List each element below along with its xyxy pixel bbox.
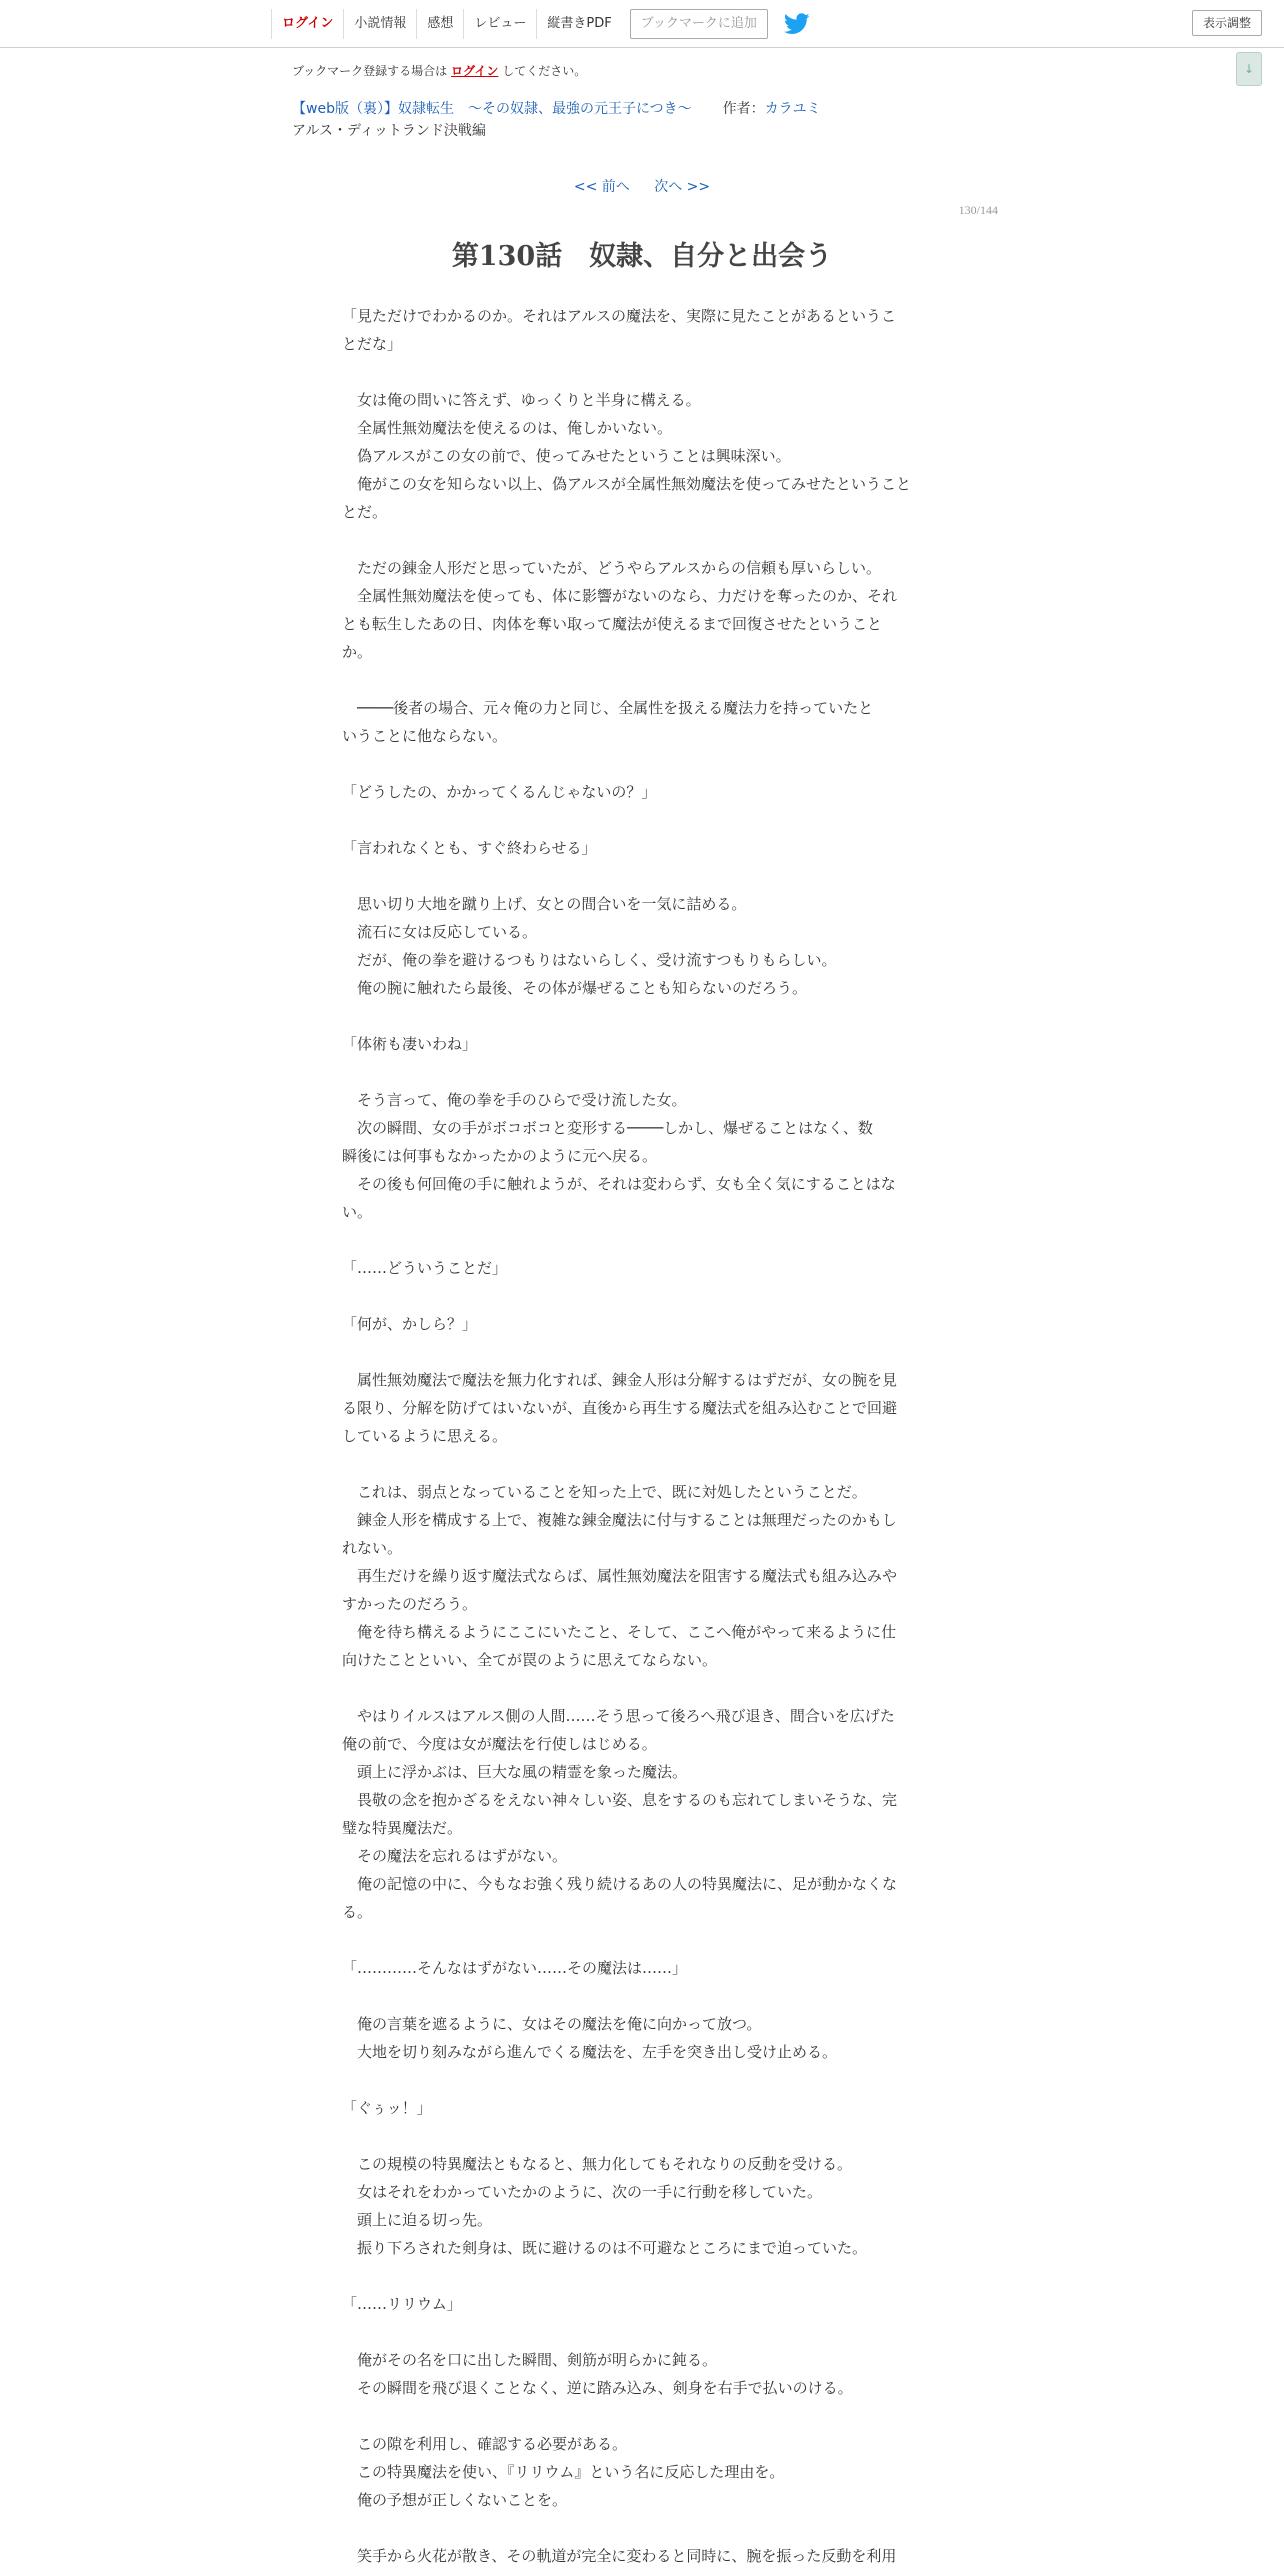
body-line: [342, 2066, 938, 2094]
body-line: 次の瞬間、女の手がボコボコと変形する────しかし、爆ぜることはなく、数: [342, 1119, 873, 1137]
body-line: [342, 2262, 938, 2290]
body-line: れない。: [342, 1539, 403, 1557]
body-line: その後も何回俺の手に触れようが、それは変わらず、女も全く気にすることはな: [342, 1175, 896, 1193]
body-line: か。: [342, 643, 373, 661]
body-line: 流石に女は反応している。: [342, 923, 538, 941]
body-line: [342, 1226, 938, 1254]
body-line: 頭上に浮かぶは、巨大な風の精霊を象った魔法。: [342, 1763, 688, 1781]
body-line: とだ。: [342, 503, 388, 521]
body-line: 俺の言葉を遮るように、女はその魔法を俺に向かって放つ。: [342, 2015, 762, 2033]
body-line: そう言って、俺の拳を手のひらで受け流した女。: [342, 1091, 687, 1109]
body-line: [342, 2514, 938, 2542]
body-line: [342, 358, 938, 386]
body-line: 女は俺の問いに答えず、ゆっくりと半身に構える。: [342, 391, 701, 409]
series-info: [292, 98, 821, 118]
body-line: ────後者の場合、元々俺の力と同じ、全属性を扱える魔法力を持っていたと: [342, 699, 874, 717]
body-line: 「ぐぅッ！」: [342, 2099, 432, 2117]
body-line: 頭上に迫る切っ先。: [342, 2211, 493, 2229]
body-line: 俺を待ち構えるようにここにいたこと、そして、ここへ俺がやって来るように仕: [342, 1623, 897, 1641]
nav-review[interactable]: レビュー: [463, 9, 536, 39]
body-line: [342, 1002, 938, 1030]
body-line: 瞬後には何事もなかったかのように元へ戻る。: [342, 1147, 658, 1165]
next-link[interactable]: 次へ >>: [654, 179, 711, 195]
body-line: [342, 1674, 938, 1702]
nav-vertical-pdf[interactable]: 縦書きPDF: [536, 9, 621, 39]
body-line: これは、弱点となっていることを知った上で、既に対処したということだ。: [342, 1483, 867, 1501]
body-line: 「体術も凄いわね」: [342, 1035, 478, 1053]
chapter-count: 130/144: [958, 203, 998, 217]
notice-suffix: してください。: [502, 64, 587, 78]
body-line: 思い切り大地を蹴り上げ、女との間合いを一気に詰める。: [342, 895, 747, 913]
body-line: 畏敬の念を抱かざるをえない神々しい姿、息をするのも忘れてしまいそうな、完: [342, 1791, 898, 1809]
body-line: この特異魔法を使い、『リリウム』という名に反応した理由を。: [342, 2463, 785, 2481]
chapter-body: [342, 302, 938, 2568]
scroll-down-button[interactable]: ↓: [1236, 52, 1262, 86]
body-line: その瞬間を飛び退くことなく、逆に踏み込み、剣身を右手で払いのける。: [342, 2379, 853, 2397]
body-line: 振り下ろされた剣身は、既に避けるのは不可避なところにまで迫っていた。: [342, 2239, 868, 2257]
body-line: その魔法を忘れるはずがない。: [342, 1847, 568, 1865]
body-line: [342, 750, 938, 778]
series-title-link[interactable]: 【web版（裏）】奴隷転生 ～その奴隷、最強の元王子につき～: [292, 101, 692, 117]
body-line: だが、俺の拳を避けるつもりはないらしく、受け流すつもりもらしい。: [342, 951, 837, 969]
body-line: 「…………そんなはずがない……その魔法は……」: [342, 1959, 688, 1977]
body-line: 俺の腕に触れたら最後、その体が爆ぜることも知らないのだろう。: [342, 979, 808, 997]
body-line: 「……どういうことだ」: [342, 1259, 508, 1277]
body-line: 璧な特異魔法だ。: [342, 1819, 463, 1837]
body-line: 向けたことといい、全てが罠のように思えてならない。: [342, 1651, 718, 1669]
display-settings-button[interactable]: 表示調整: [1192, 10, 1262, 36]
notice-login-link[interactable]: ログイン: [451, 64, 499, 78]
body-line: いうことに他ならない。: [342, 727, 508, 745]
body-line: 全属性無効魔法を使っても、体に影響がないのなら、力だけを奪ったのか、それ: [342, 587, 898, 605]
body-line: とだな」: [342, 335, 403, 353]
body-line: [342, 1926, 938, 1954]
nav-login[interactable]: ログイン: [271, 9, 343, 39]
body-line: 属性無効魔法で魔法を無力化すれば、錬金人形は分解するはずだが、女の腕を見: [342, 1371, 898, 1389]
body-line: 再生だけを繰り返す魔法式ならば、属性無効魔法を阻害する魔法式も組み込みや: [342, 1567, 898, 1585]
body-line: 偽アルスがこの女の前で、使ってみせたということは興味深い。: [342, 447, 791, 465]
body-line: [342, 1282, 938, 1310]
body-line: [342, 2402, 938, 2430]
body-line: 「……リリウム」: [342, 2295, 462, 2313]
body-line: [342, 2318, 938, 2346]
body-line: 俺の記憶の中に、今もなお強く残り続けるあの人の特異魔法に、足が動かなくな: [342, 1875, 898, 1893]
body-line: [342, 1450, 938, 1478]
top-bar: [0, 0, 1284, 48]
body-line: [342, 666, 938, 694]
body-line: [342, 526, 938, 554]
author-link[interactable]: カラユミ: [764, 101, 821, 117]
prev-link[interactable]: << 前へ: [573, 179, 630, 195]
body-line: 女はそれをわかっていたかのように、次の一手に行動を移していた。: [342, 2183, 823, 2201]
body-line: [342, 1058, 938, 1086]
body-line: [342, 1982, 938, 2010]
body-line: 俺の前で、今度は女が魔法を行使しはじめる。: [342, 1735, 657, 1753]
body-line: しているように思える。: [342, 1427, 508, 1445]
bookmark-notice: [292, 62, 586, 79]
body-line: 「見ただけでわかるのか。それはアルスの魔法を、実際に見たことがあるというこ: [342, 307, 896, 325]
body-line: この規模の特異魔法ともなると、無力化してもそれなりの反動を受ける。: [342, 2155, 853, 2173]
add-bookmark-button[interactable]: ブックマークに追加: [630, 9, 768, 39]
body-line: この隙を利用し、確認する必要がある。: [342, 2435, 628, 2453]
body-line: 俺がその名を口に出した瞬間、剣筋が明らかに鈍る。: [342, 2351, 718, 2369]
body-line: [342, 862, 938, 890]
body-line: 「何が、かしら？」: [342, 1315, 478, 1333]
body-line: る限り、分解を防げてはいないが、直後から再生する魔法式を組み込むことで回避: [342, 1399, 898, 1417]
body-line: [342, 1338, 938, 1366]
notice-prefix: ブックマーク登録する場合は: [292, 64, 448, 78]
top-nav: [271, 8, 810, 40]
body-line: とも転生したあの日、肉体を奪い取って魔法が使えるまで回復させたということ: [342, 615, 883, 633]
body-line: 俺がこの女を知らない以上、偽アルスが全属性無効魔法を使ってみせたということ: [342, 475, 911, 493]
pager: [0, 176, 1284, 196]
body-line: [342, 2122, 938, 2150]
body-line: 全属性無効魔法を使えるのは、俺しかいない。: [342, 419, 673, 437]
body-line: [342, 806, 938, 834]
body-line: すかったのだろう。: [342, 1595, 478, 1613]
body-line: 錬金人形を構成する上で、複雑な錬金魔法に付与することは無理だったのかもし: [342, 1511, 897, 1529]
body-line: 「どうしたの、かかってくるんじゃないの？」: [342, 783, 657, 801]
nav-impressions[interactable]: 感想: [416, 9, 463, 39]
body-line: 大地を切り刻みながら進んでくる魔法を、左手を突き出し受け止める。: [342, 2043, 838, 2061]
body-line: 俺の予想が正しくないことを。: [342, 2491, 568, 2509]
body-line: 笑手から火花が散き、その軌道が完全に変わると同時に、腕を振った反動を利用: [342, 2547, 897, 2565]
author-prefix: 作者：: [722, 101, 765, 117]
nav-novel-info[interactable]: 小説情報: [343, 9, 416, 39]
body-line: 「言われなくとも、すぐ終わらせる」: [342, 839, 597, 857]
body-line: い。: [342, 1203, 373, 1221]
body-line: ただの錬金人形だと思っていたが、どうやらアルスからの信頼も厚いらしい。: [342, 559, 881, 577]
chapter-title: 第130話 奴隷、自分と出会う: [451, 241, 833, 272]
body-line: やはりイルスはアルス側の人間……そう思って後ろへ飛び退き、間合いを広げた: [342, 1707, 895, 1725]
body-line: る。: [342, 1903, 373, 1921]
twitter-icon[interactable]: [784, 13, 810, 35]
arc-name: アルス・ディットランド決戦編: [292, 123, 486, 139]
